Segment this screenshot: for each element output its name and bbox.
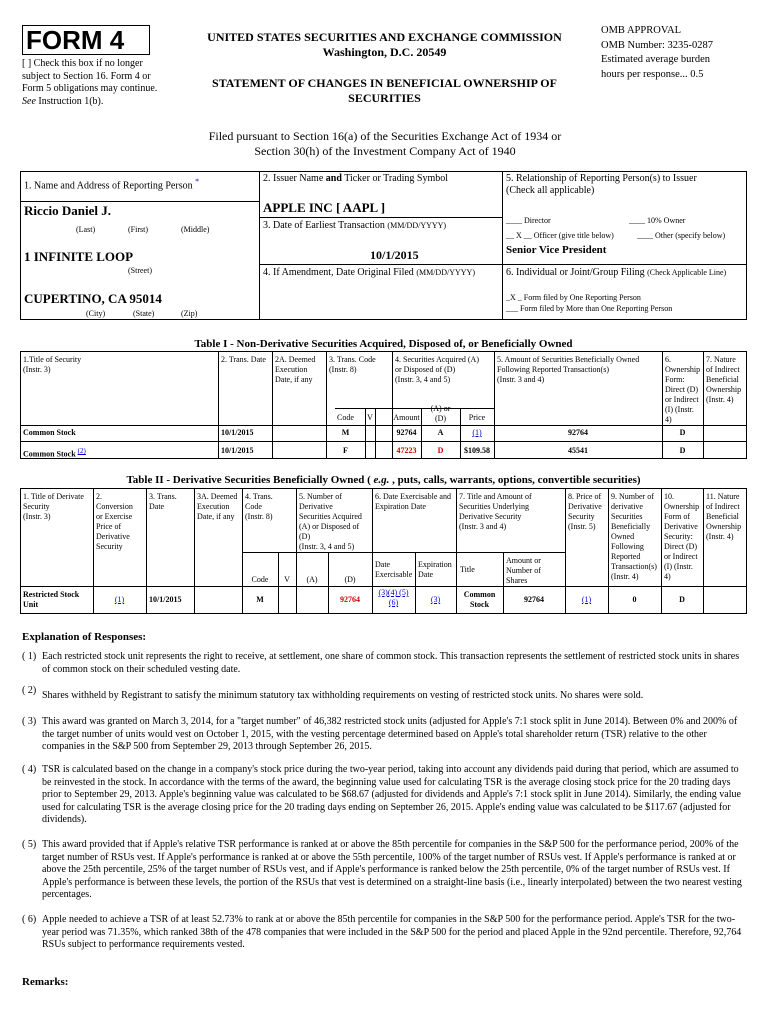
t2-h5: 5. Number of Derivative Securities Acquired (A) or Disposed of (D) (Instr. 3, 4 and 5) [299,492,362,551]
t2-r1-d: 92764 [340,595,360,604]
label-state: (State) [133,309,155,318]
checkbox-see: See [22,95,36,107]
filing-more: ___ Form filed by More than One Reporting Person [506,304,673,313]
t2-sub-title: Title [460,565,475,574]
t2-h1: 1. Title of Derivate Security (Instr. 3) [23,492,84,521]
t1-r2-title: Common Stock (2) [23,447,86,459]
t2-sub-date-ex: Date Exercisable [375,560,413,579]
director-option: ____ Director [506,216,551,225]
ten-pct-option: ____ 10% Owner [629,216,686,225]
omb-box [601,24,751,82]
omb-line1: OMB APPROVAL [601,25,682,36]
table2-title: Table II - Derivative Securities Beneficially Owned ( e.g. , puts, calls, warrants, options, convertible securities) [126,474,641,486]
t1-r2-fn-link[interactable]: (2) [77,447,86,455]
note4-text: TSR is calculated based on the change in a company's stock price during the two-year period, taking into account any dividends paid during that period, which are assumed to be reinvested in the stock. In accordance with the terms of the award, the beginning value used for calculating TSR is the average closing stock price for the 20 trading days prior to September 29, 2013. Apple's beginning value was calculated to be $68.67 (adjusted for dividends and Apple's 7:1 stock split in June 2014). Similarly, the ending value used for calculating TSR is the average closing price for the 20 trading days ending on September 26, 2015. Apple's ending value was calculated to be $117.67 (adjusted for dividends). [42,764,741,825]
t2-r1-price-link[interactable]: (1) [581,595,592,604]
note6-text: Apple needed to achieve a TSR of at least 52.73% to rank at or above the 85th percentile for companies in the S&P 500 for the performance period. Apple's TSR for the two-year period was 71.35%, which ranked 38th of the 478 companies that were included in the S&P 500 for the period and placed Apple in the 92nd percentile. Therefore, 92,764 RSUs subject to performance requirements vested. [42,914,742,950]
t1-r1-price-link[interactable]: (1) [472,428,482,437]
box5-label: 5. Relationship of Reporting Person(s) to Issuer (Check all applicable) [506,173,697,196]
omb-line4: hours per response... 0.5 [601,68,704,80]
t2-h2: 2. Conversion or Exercise Price of Derivative Security [96,492,133,551]
note3-text: This award was granted on March 3, 2014, for a "target number" of 46,382 restricted stock units (adjusted for Apple's 7:1 stock split in June 2014). Between 0% and 200% of the target number of units would vest on October 1, 2015, with the vesting percentage determined based on Apple's total shareholder return (TSR) relative to the other companies in the S&P 500 from September 29, 2013 through September 26, 2015. [42,716,738,752]
box3-label: 3. Date of Earliest Transaction (MM/DD/YYYY) [263,220,447,231]
filed-line1: Filed pursuant to Section 16(a) of the Securities Exchange Act of 1934 or [208,129,562,143]
box4-label: 4. If Amendment, Date Original Filed (MM/DD/YYYY) [263,267,475,278]
label-middle: (Middle) [181,225,210,234]
other-option: ____ Other (specify below) [637,231,726,240]
note1-text: Each restricted stock unit represents the right to receive, at settlement, one share of common stock. This transaction represents the settlement of restricted stock units in shares of common stock on their scheduled vesting date. [42,651,740,675]
t1-r2-price: $109.58 [464,446,490,455]
t2-h10: 10. Ownership Form of Derivative Security: Direct (D) or Indirect (I) (Instr. 4) [664,492,700,581]
checkbox-notice [22,58,172,108]
box2-label: 2. Issuer Name and Ticker or Trading Symbol [263,173,449,184]
filing-one: _X _ Form filed by One Reporting Person [506,293,641,302]
t2-r1-code: M [256,595,264,604]
label-zip: (Zip) [181,309,198,318]
omb-line2: OMB Number: 3235-0287 [601,39,713,51]
t1-r1-ad: A [437,428,444,437]
box1-label: 1. Name and Address of Reporting Person * [24,177,200,192]
reporter-name: Riccio Daniel J. [24,203,112,218]
t1-r1-amount: 92764 [396,428,417,437]
t2-r1-owned: 0 [632,595,637,604]
filed-line2: Section 30(h) of the Investment Company Act of 1940 [254,144,516,158]
note2-text: Shares withheld by Registrant to satisfy the minimum statutory tax withholding requirements on vesting of restricted stock units. No shares were sold. [42,690,644,701]
t1-h5: 5. Amount of Securities Beneficially Owned Following Reported Transaction(s) (Instr. 3 and 4) [497,355,640,384]
t1-r2-date: 10/1/2015 [221,446,254,455]
t2-r1-price [565,595,608,605]
note3-num: ( 3) [22,716,37,727]
t2-r1-title: Restricted Stock Unit [23,590,80,609]
t2-sub-a: (A) [306,575,318,584]
t2-r1-date-ex-link2[interactable]: (6) [388,598,399,607]
t2-h3a: 3A. Deemed Execution Date, if any [197,492,238,521]
city-value: CUPERTINO, CA 95014 [24,291,162,306]
box6-label: 6. Individual or Joint/Group Filing (Check Applicable Line) [506,267,727,278]
t1-r2-ad: D [437,446,444,455]
remarks-heading: Remarks: [22,976,69,988]
t1-r1-date: 10/1/2015 [221,428,254,437]
t1-r2-amount: 47223 [396,446,417,455]
t1-h4: 4. Securities Acquired (A) or Disposed of (D) (Instr. 3, 4 and 5) [395,355,479,384]
t2-sub-code: Code [251,575,269,584]
label-last: (Last) [76,225,96,234]
t2-r1-u-title: Common Stock [463,590,496,609]
t2-h11: 11. Nature of Indirect Beneficial Ownership (Instr. 4) [706,492,742,541]
checkbox-text: [ ] Check this box if no longer subject to Section 16. Form 4 or Form 5 obligations may continue. [22,58,158,94]
t2-sub-amt: Amount or Number of Shares [506,556,541,585]
t2-h7: 7. Title and Amount of Securities Underlying Derivative Security (Instr. 3 and 4) [459,492,532,531]
t2-r1-conv-link[interactable]: (1) [114,595,125,604]
t2-h3: 3. Trans. Date [149,492,177,511]
t2-r1-date-ex-link1[interactable]: (3)(4) (5) [378,588,409,597]
t1-h2: 2. Trans. Date [221,355,266,364]
agency-line2: Washington, D.C. 20549 [322,45,447,59]
t2-r1-date-ex [372,588,415,608]
t1-r2-owned: 45541 [568,446,588,455]
t2-h9: 9. Number of derivative Securities Beneficially Owned Following Reported Transaction(s) (Instr. 4) [611,492,657,581]
t2-r1-u-amt: 92764 [524,595,544,604]
t1-sub-v: V [367,413,373,422]
t2-sub-d: (D) [344,575,356,584]
t1-sub-code: Code [337,413,354,422]
table1-title: Table I - Non-Derivative Securities Acquired, Disposed of, or Beneficially Owned [194,338,573,350]
label-city: (City) [86,309,106,318]
t1-sub-price: Price [468,413,486,422]
note4-num: ( 4) [22,764,37,775]
t2-r1-conv [93,595,146,605]
notes-heading: Explanation of Responses: [22,631,147,643]
note2-num: ( 2) [22,685,37,696]
street-value: 1 INFINITE LOOP [24,249,134,264]
t1-sub-ad: (A) or (D) [430,404,451,423]
omb-line3: Estimated average burden [601,54,711,65]
t1-r1-owned: 92764 [568,428,588,437]
t1-r2-form: D [679,446,686,455]
t1-r1-code: M [341,428,350,437]
officer-option: __ X __ Officer (give title below) [506,231,614,240]
t2-r1-date: 10/1/2015 [149,595,182,604]
t1-h1: 1.Title of Security (Instr. 3) [23,355,82,374]
note5-text: This award provided that if Apple's relative TSR performance is ranked at or above the 85th percentile for companies in the S&P 500 for the performance period, 200% of the target number of RSUs vest. If Apple's performance is ranked at or above the 55th percentile, 100% of the target number of RSUs vest. If Apple's performance is ranked at or above the 25th percentile, 25% of the target number of RSUs vest, and if Apple's performance is ranked below the 25th percentile, 0% of the target number of RSUs vest. If Apple's performance is between these levels, the portion of the RSUs that vest is determined on a straight-line basis (i.e., linearly interpolated) between the two nearest vesting percentages. [42,839,742,900]
issuer-name: APPLE INC [ AAPL ] [263,200,386,215]
t1-h3: 3. Trans. Code (Instr. 8) [329,355,376,374]
t1-r1-form: D [679,428,686,437]
label-street: (Street) [128,266,152,275]
statement-line2: SECURITIES [348,91,421,105]
checkbox-instr: Instruction 1(b). [38,95,104,107]
t1-r2-code: F [343,446,348,455]
t2-sub-exp: Expiration Date [418,560,452,579]
t1-h6: 6. Ownership Form: Direct (D) or Indirect (I) (Instr. 4) [665,355,701,424]
agency-line1: UNITED STATES SECURITIES AND EXCHANGE COMMISSION [207,30,562,44]
t1-sub-amount: Amount [393,413,420,422]
t2-h8: 8. Price of Derivative Security (Instr. 5) [568,492,602,531]
earliest-date: 10/1/2015 [370,248,419,262]
t2-r1-exp [415,595,456,605]
t1-h2a: 2A. Deemed Execution Date, if any [275,355,316,384]
note1-num: ( 1) [22,651,37,662]
t2-h4: 4. Trans. Code (Instr. 8) [245,492,273,521]
statement-line1: STATEMENT OF CHANGES IN BENEFICIAL OWNERSHIP OF [212,76,557,90]
officer-title: Senior Vice President [506,244,607,256]
form-title: FORM 4 [26,25,125,55]
note6-num: ( 6) [22,914,37,925]
t2-sub-v: V [284,575,290,584]
t1-r1-price [460,428,494,438]
t1-r1-title: Common Stock [23,428,76,437]
label-first: (First) [128,225,148,234]
t1-h7: 7. Nature of Indirect Beneficial Ownership (Instr. 4) [706,355,742,404]
box1-star-link[interactable]: * [195,177,200,186]
t2-h6: 6. Date Exercisable and Expiration Date [375,492,451,511]
t2-r1-form: D [679,595,685,604]
t2-r1-exp-link[interactable]: (3) [430,595,441,604]
note5-num: ( 5) [22,839,37,850]
